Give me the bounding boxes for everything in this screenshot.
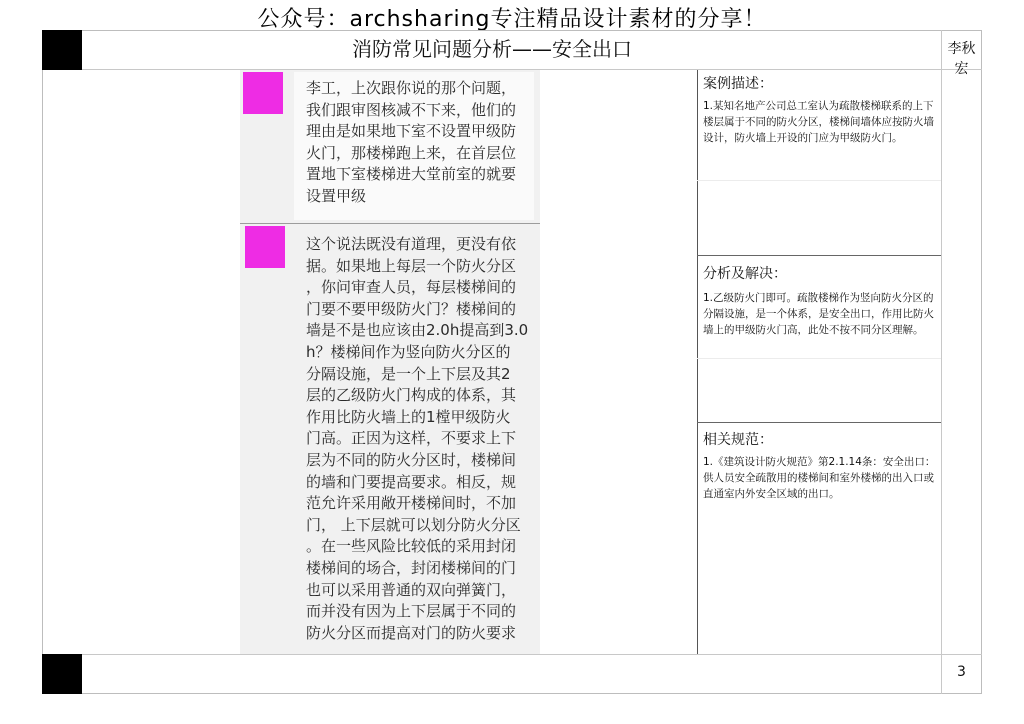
right-column-divider (941, 30, 942, 694)
corner-block-bottom (42, 654, 82, 694)
section-divider-2 (697, 422, 941, 423)
watermark-text: 公众号：archsharing专注精品设计素材的分享！ (257, 7, 767, 32)
section-guide-2 (697, 358, 941, 359)
corner-block-top (42, 30, 82, 70)
code-body: 1.《建筑设计防火规范》第2.1.14条：安全出口： 供人员安全疏散用的楼梯间和室外楼梯的出入口或 直通室内外安全区域的出口。 (703, 456, 936, 500)
slide-title: 消防常见问题分析——安全出口 (352, 37, 632, 61)
avatar (243, 72, 283, 114)
footer-divider (82, 654, 982, 655)
analysis-heading: 分析及解决： (703, 266, 787, 282)
page-number: 3 (957, 664, 966, 680)
case-heading: 案例描述： (703, 76, 773, 92)
case-body: 1.某知名地产公司总工室认为疏散楼梯联系的上下 楼层属于不同的防火分区，楼梯间墙体应按防火墙 设计，防火墙上开设的门应为甲级防火门。 (703, 100, 934, 144)
code-heading: 相关规范： (703, 432, 773, 448)
avatar (245, 226, 285, 268)
content-divider (697, 70, 698, 654)
chat-message-1-text: 李工，上次跟你说的那个问题， 我们跟审图核减不下来，他们的 理由是如果地下室不设置甲级防 火门，那楼梯跑上来，在首层位 置地下室楼梯进大堂前室的就要 设置甲级 (306, 79, 517, 205)
author-name: 李秋宏 (947, 41, 976, 77)
section-divider-1 (697, 255, 941, 256)
section-guide-1 (697, 180, 941, 181)
analysis-body: 1.乙级防火门即可。疏散楼梯作为竖向防火分区的 分隔设施，是一个体系，是安全出口，作用比防火 墙上的甲级防火门高，此处不按不同分区理解。 (703, 292, 934, 336)
chat-message-2-text: 这个说法既没有道理，更没有依 据。如果地上每层一个防火分区 ，你问审查人员，每层楼梯间的 门要不要甲级防火门？楼梯间的 墙是不是也应该由2.0h提高到3.0 h？楼梯间作为竖向防火分区的 分隔设施，是一个上下层及其2 层的乙级防火门构成的体系，其 作用比防火墙上的1樘甲级防火 门高。正因为这样，不要求上下 层为不同的防火分区时，楼梯间 的墙和门要提高要求。相反，规 范允许采用敞开楼梯间时，不加 门， 上下层就可以划分防火分区 。在一些风险比较低的采用封闭 楼梯间的场合，封闭楼梯间的门 也可以采用普通的双向弹簧门， 而并没有因为上下层属于不同的 防火分区而提高对门的防火要求 (306, 235, 529, 642)
